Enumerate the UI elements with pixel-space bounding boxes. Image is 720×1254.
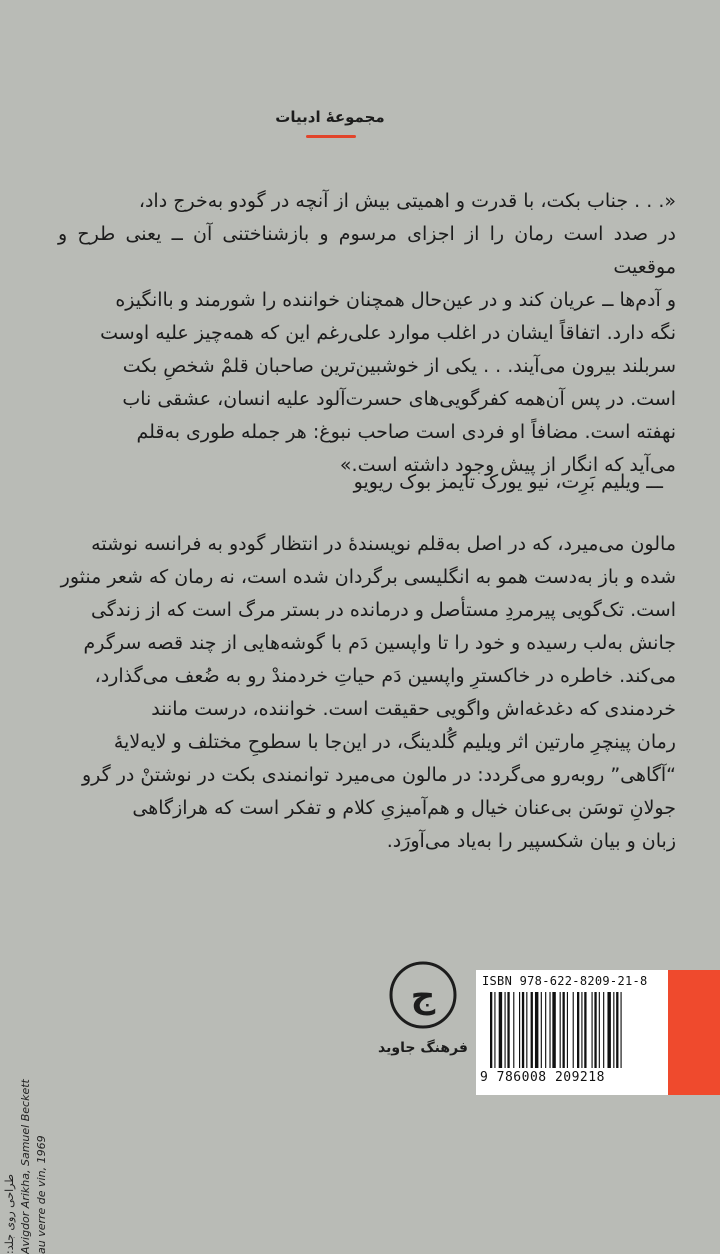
series-underline (306, 135, 356, 138)
cover-credit-title: au verre de vin, 1969 (35, 1135, 48, 1254)
description-line: خردمندی که دغدغه‌اش واگویی حقیقت است. خواننده، درست مانند (151, 698, 676, 720)
quote-attribution: ـــ ویلیم بَرِت، نیو یورک تایمز بوک ریویو (353, 471, 663, 493)
cover-credit (2, 914, 82, 1254)
description-line: می‌کند. خاطره در خاکسترِ واپسین دَم حیاتِ خردمندْ رو به ضُعف می‌گذارد، (94, 665, 676, 687)
description-line: رمان پینچرِ مارتین اثر ویلیم گُلدینگ، در این‌جا با سطوحِ مختلف و لایه‌لایهٔ (113, 731, 676, 753)
description-line: “آگاهی” روبه‌رو می‌گردد: در مالون می‌میرد توانمندی بکت در نوشتنْ در گرو (81, 764, 676, 786)
publisher-logo-icon (388, 960, 458, 1030)
book-description (58, 528, 676, 858)
description-line: شده و باز به‌دست همو به انگلیسی برگردان شده است، نه رمان که شعر منثور (60, 566, 676, 588)
isbn-text: ISBN 978-622-8209-21-8 (482, 974, 648, 988)
series-title: مجموعهٔ ادبیات (275, 108, 385, 126)
publisher-name: فرهنگ جاوید (378, 1040, 468, 1056)
quote-line: است. در پس آن‌همه کفرگویی‌های حسرت‌آلود علیه انسان، عشقی ناب (122, 388, 676, 410)
quote-line: در صدد است رمان را از اجزای مرسوم و بازشناختنی آن ــ یعنی طرح و موقعیت (58, 223, 676, 278)
quote-line: می‌آید که انگار از پیش وجود داشته است.» (339, 454, 676, 476)
barcode-icon (490, 992, 658, 1068)
barcode-digits: 9 786008 209218 (480, 1070, 605, 1085)
quote-line: سربلند بیرون می‌آیند. . . یکی از خوشبین‌ترین صاحبان قلمْ شخصِ بکت (122, 355, 676, 377)
description-line: است. تک‌گویی پیرمردِ مستأصل و درمانده در بستر مرگ است که از زندگی (90, 599, 676, 621)
description-line: جانش به‌لب رسیده و خود را تا واپسین دَم با گوشه‌هایی از چند قصه سرگرم (83, 632, 676, 654)
quote-line: نگه دارد. اتفاقاً ایشان در اغلب موارد علی‌رغم این که همه‌چیز علیه اوست (100, 322, 676, 344)
cover-credit-label: طراحی روی جلد: (3, 1174, 16, 1254)
barcode-panel (476, 970, 668, 1095)
quote-line: نهفته است. مضافاً او فردی است صاحب نبوغ: هر جمله طوری به‌قلم (136, 421, 676, 443)
cover-credit-artist: Avigdor Arikha, Samuel Beckett (19, 1079, 32, 1254)
description-line: زبان و بیان شکسپیر را به‌یاد می‌آورَد. (386, 830, 676, 852)
logo-letter: ج (410, 976, 436, 1016)
description-line: جولانِ توسَن بی‌عنان خیال و هم‌آمیزیِ کلام و تفکر است که هرازگاهی (132, 797, 676, 819)
quote-line: و آدم‌ها ــ عریان کند و در عین‌حال همچنان خواننده را شورمند و باانگیزه (115, 289, 676, 311)
red-accent-strip (668, 970, 720, 1095)
quote-line: «. . . جناب بکت، با قدرت و اهمیتی بیش از آنچه در گودو به‌خرج داد، (138, 190, 676, 212)
description-line: مالون می‌میرد، که در اصل به‌قلم نویسندهٔ در انتظار گودو به فرانسه نوشته (91, 533, 676, 555)
review-quote (58, 185, 676, 482)
